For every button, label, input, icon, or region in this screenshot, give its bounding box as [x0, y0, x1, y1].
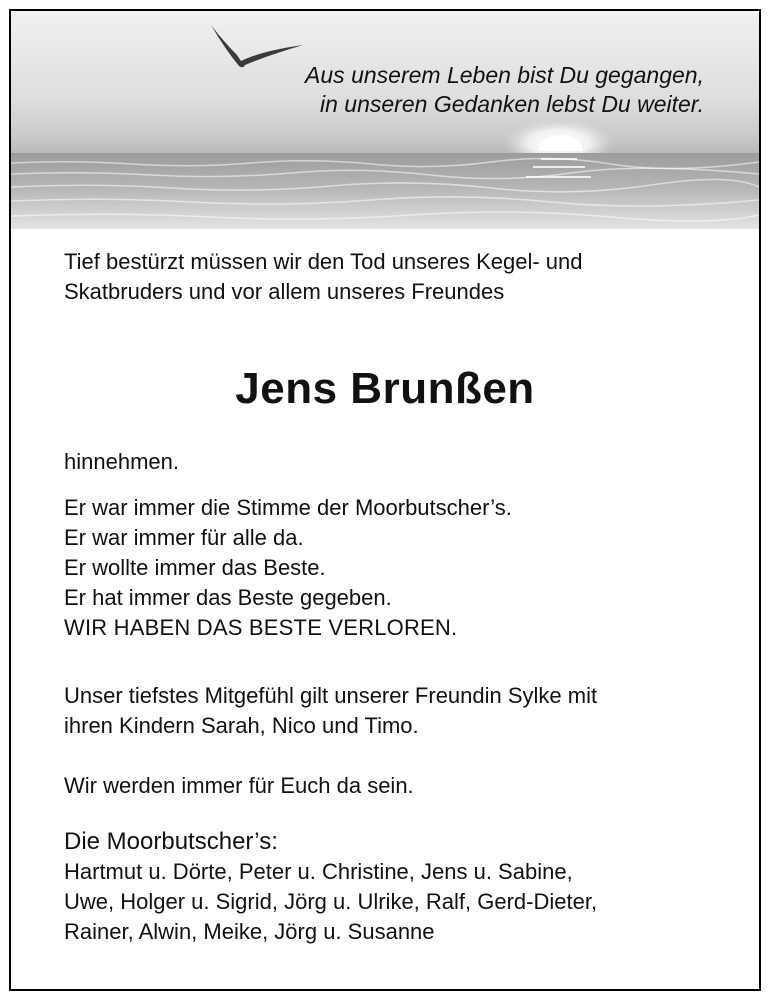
tribute-line-3: Er wollte immer das Beste.: [64, 555, 326, 580]
tribute-line-4: Er hat immer das Beste gegeben.: [64, 585, 392, 610]
sea: [11, 153, 759, 229]
tribute-line-5: WIR HABEN DAS BESTE VERLOREN.: [64, 615, 458, 640]
sea-scene-graphic: [11, 11, 759, 229]
tribute-line-2: Er war immer für alle da.: [64, 525, 304, 550]
memorial-quote: [305, 61, 704, 119]
signers-line-2: Uwe, Holger u. Sigrid, Jörg u. Ulrike, Ralf, Gerd-Dieter,: [64, 889, 598, 914]
obituary-notice: [9, 9, 761, 991]
intro-line-2: Skatbruders und vor allem unseres Freundes: [64, 279, 505, 304]
seagull-icon: [211, 25, 303, 67]
after-name-text: [64, 447, 179, 477]
intro-line-1: Tief bestürzt müssen wir den Tod unseres Kegel- und: [64, 249, 583, 274]
signers-title: Die Moorbutscher’s:: [64, 828, 278, 855]
intro-text: [64, 247, 583, 307]
promise-text: [64, 771, 414, 801]
signers-line-3: Rainer, Alwin, Meike, Jörg u. Susanne: [64, 919, 435, 944]
deceased-name: Jens Brunßen: [235, 364, 535, 413]
quote-line-1: Aus unserem Leben bist Du gegangen,: [305, 62, 704, 88]
tribute-line-1: Er war immer die Stimme der Moorbutscher’s.: [64, 495, 512, 520]
tribute-text: [64, 493, 512, 643]
sympathy-text: [64, 681, 597, 741]
signers-block: [64, 827, 597, 947]
sea-sunset-image: [11, 11, 759, 229]
promise-line: Wir werden immer für Euch da sein.: [64, 773, 414, 798]
signers-line-1: Hartmut u. Dörte, Peter u. Christine, Jens u. Sabine,: [64, 859, 573, 884]
sympathy-line-1: Unser tiefstes Mitgefühl gilt unserer Freundin Sylke mit: [64, 683, 598, 708]
quote-line-2: in unseren Gedanken lebst Du weiter.: [320, 91, 704, 117]
sympathy-line-2: ihren Kindern Sarah, Nico und Timo.: [64, 713, 419, 738]
after-name-line: hinnehmen.: [64, 449, 179, 474]
